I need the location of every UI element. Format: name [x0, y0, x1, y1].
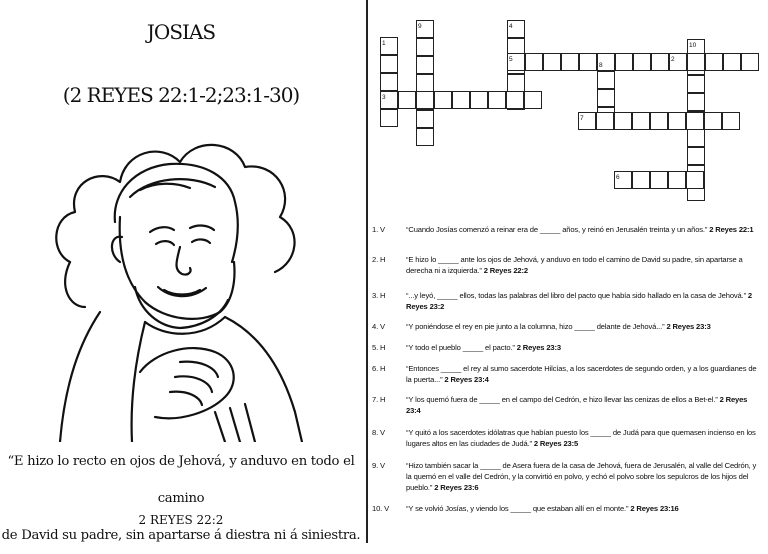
clue-text: “Y poniéndose el rey en pie junto a la columna, hizo _____ delante de Jehová...” 2 Reyes 23:3: [406, 322, 711, 331]
crossword-cell[interactable]: [597, 89, 615, 107]
crossword-cell[interactable]: [416, 38, 434, 56]
clue-number: 3. H: [372, 291, 386, 300]
crossword-number: 4: [509, 23, 513, 30]
clue-text: “Entonces _____ el rey al sumo sacerdote Hilcías, a los sacerdotes de segundo orden, y a los guardianes de la puerta...” 2 Reyes 23:4: [406, 364, 757, 384]
crossword-cell[interactable]: [470, 91, 488, 109]
crossword-cell[interactable]: [380, 73, 398, 91]
crossword-cell[interactable]: [687, 93, 705, 111]
clue-number: 1. V: [372, 225, 385, 234]
crossword-number: 7: [580, 115, 584, 122]
bible-quote: [0, 443, 362, 554]
clue-number: 8. V: [372, 428, 385, 437]
crossword-number: 1: [382, 40, 386, 47]
clue-text: “Y todo el pueblo _____ el pacto.” 2 Reyes 23:3: [406, 343, 561, 352]
crossword-cell[interactable]: [615, 53, 633, 71]
clue-reference: 2 Reyes 23:3: [516, 343, 561, 352]
crossword-number: 8: [599, 62, 603, 69]
clue-text: “Cuando Josías comenzó a reinar era de _____ años, y reinó en Jerusalén treinta y un años.” 2 Reyes 22:1: [406, 225, 754, 234]
clue-text: “Y los quemó fuera de _____ en el campo del Cedrón, e hizo llevar las cenizas de ellos a Bet-el.” 2 Reyes 23:4: [406, 395, 748, 415]
crossword-number: 10: [689, 42, 697, 49]
clue-reference: 2 Reyes 23:4: [444, 375, 489, 384]
clue-reference: 2 Reyes 23:4: [406, 395, 748, 415]
crossword-cell[interactable]: [416, 56, 434, 74]
crossword-cell[interactable]: [452, 91, 470, 109]
crossword-cell[interactable]: [398, 91, 416, 109]
crossword-cell[interactable]: [506, 91, 524, 109]
crossword-number: 3: [382, 94, 386, 101]
crossword-cell[interactable]: [525, 53, 543, 71]
clue-text: “Y se volvió Josías, y viendo los _____ que estaban allí en el monte.” 2 Reyes 23:16: [406, 504, 679, 513]
quote-line-2: de David su padre, sin apartarse á diestra ni á siniestra.: [1, 528, 361, 543]
clue-text: “E hizo lo _____ ante los ojos de Jehová, y anduvo en todo el camino de David su padre, sin apartarse a derecha ni a izquierda.” 2 Reyes 22:2: [406, 255, 743, 275]
crossword-cell[interactable]: [543, 53, 561, 71]
crossword-cell[interactable]: [632, 112, 650, 130]
crossword-cell[interactable]: [723, 53, 741, 71]
crossword-cell[interactable]: [687, 53, 705, 71]
crossword-cell[interactable]: [705, 53, 723, 71]
clue-reference: 2 Reyes 23:2: [406, 291, 752, 311]
crossword-number: 6: [616, 174, 620, 181]
clue-number: 4. V: [372, 322, 385, 331]
clue-number: 6. H: [372, 364, 386, 373]
clue-reference: 2 Reyes 23:5: [533, 439, 579, 448]
crossword-cell[interactable]: [561, 53, 579, 71]
crossword-cell[interactable]: [614, 112, 632, 130]
quote-line-1: “E hizo lo recto en ojos de Jehová, y anduvo en todo el camino: [7, 454, 355, 506]
crossword-cell[interactable]: [650, 112, 668, 130]
crossword-cell[interactable]: [687, 129, 705, 147]
clue-number: 10. V: [372, 504, 389, 513]
crossword-cell[interactable]: [596, 112, 614, 130]
crossword-cell[interactable]: [633, 53, 651, 71]
crossword-cell[interactable]: [722, 112, 740, 130]
crossword-cell[interactable]: [488, 91, 506, 109]
page-title: JOSIAS: [146, 20, 216, 44]
clue-reference: 2 Reyes 23:3: [666, 322, 711, 331]
clue-reference: 2 Reyes 23:16: [630, 504, 679, 513]
clue-reference: 2 Reyes 22:2: [483, 266, 528, 275]
quote-reference: 2 REYES 22:2: [138, 513, 224, 527]
crossword-cell[interactable]: [686, 171, 704, 189]
crossword-number: 9: [418, 23, 422, 30]
scripture-reference: (2 REYES 22:1-2;23:1-30): [62, 83, 300, 107]
crossword-cell[interactable]: [597, 71, 615, 89]
crossword-cell[interactable]: [416, 128, 434, 146]
crossword-number: 2: [671, 56, 675, 63]
crossword-cell[interactable]: [380, 109, 398, 127]
crossword-cell[interactable]: [686, 112, 704, 130]
crossword-cell[interactable]: [632, 171, 650, 189]
clue-number: 5. H: [372, 343, 386, 352]
clue-text: “Y quitó a los sacerdotes idólatras que habían puesto los _____ de Judá para que quemasen incienso en los lugares altos en las ciudades de Judá.” 2 Reyes 23:5: [406, 428, 756, 448]
clue-reference: 2 Reyes 23:6: [434, 483, 479, 492]
crossword-cell[interactable]: [651, 53, 669, 71]
crossword-cell[interactable]: [704, 112, 722, 130]
crossword-grid: [0, 0, 768, 210]
crossword-cell[interactable]: [416, 110, 434, 128]
clue-reference: 2 Reyes 22:1: [709, 225, 754, 234]
crossword-cell[interactable]: [380, 55, 398, 73]
crossword-cell[interactable]: [416, 74, 434, 92]
crossword-number: 5: [509, 56, 513, 63]
clue-text: “...y leyó, _____ ellos, todas las palabras del libro del pacto que había sido hallado en la casa de Jehová.” 2 Reyes 23:2: [406, 291, 752, 311]
crossword-cell[interactable]: [668, 112, 686, 130]
crossword-cell[interactable]: [650, 171, 668, 189]
clue-number: 7. H: [372, 395, 386, 404]
clue-number: 9. V: [372, 461, 385, 470]
crossword-cell[interactable]: [524, 91, 542, 109]
crossword-cell[interactable]: [668, 171, 686, 189]
crossword-cell[interactable]: [741, 53, 759, 71]
clue-text: “Hizo también sacar la _____ de Asera fuera de la casa de Jehová, fuera de Jerusalén, al valle del Cedrón, y la quemó en el valle del Cedrón, y la convirtió en polvo, y echó el polvo sobre los sepulcros de los hijos del pueblo.” 2 Reyes 23:6: [406, 461, 757, 492]
crossword-cell[interactable]: [579, 53, 597, 71]
crossword-cell[interactable]: [687, 147, 705, 165]
crossword-cell[interactable]: [507, 74, 525, 92]
crossword-cell[interactable]: [687, 75, 705, 93]
clue-number: 2. H: [372, 255, 386, 264]
crossword-cell[interactable]: [416, 91, 434, 109]
crossword-cell[interactable]: [434, 91, 452, 109]
